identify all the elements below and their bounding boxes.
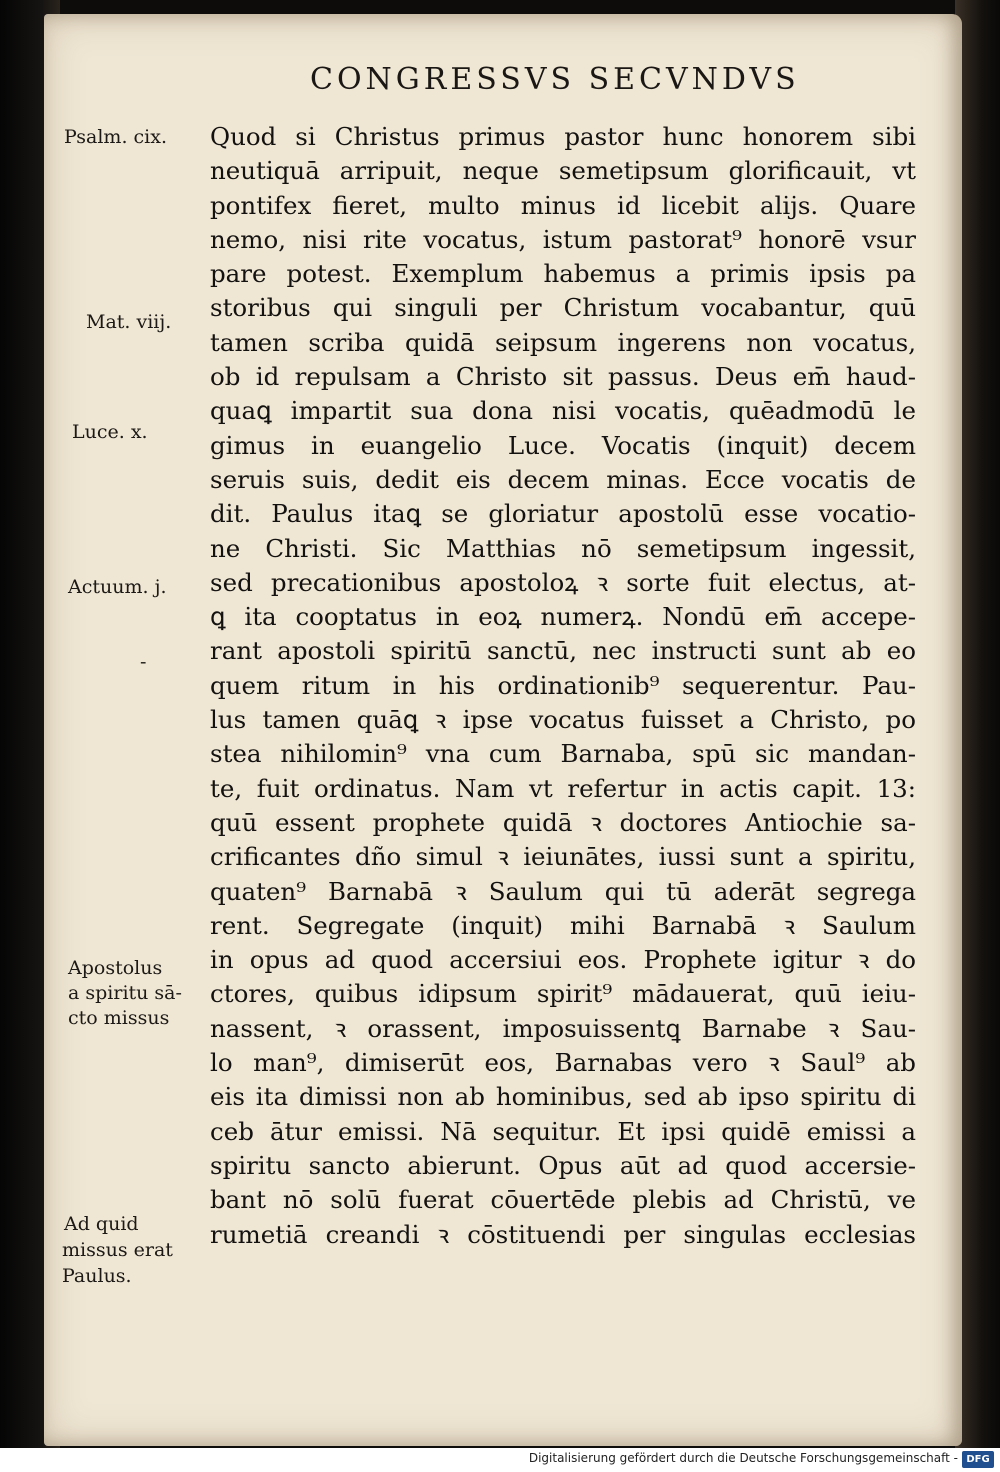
text-line: spiritu sancto abierunt. Opus aūt ad quod accersie-	[210, 1150, 916, 1180]
text-line: rent. Segregate (inquit) mihi Barnabā ꝛ Saulum	[210, 910, 916, 940]
text-line: quaꝗ impartit sua dona nisi vocatis, quēadmodū le	[210, 396, 916, 426]
margin-note: Ad quid	[64, 1213, 139, 1235]
text-line: stea nihilomin⁹ vna cum Barnaba, spū sic mandan-	[210, 739, 916, 769]
text-line: quem ritum in his ordinationib⁹ sequerentur. Pau-	[210, 670, 916, 700]
text-line: gimus in euangelio Luce. Vocatis (inquit) decem	[210, 430, 916, 460]
text-line: ꝗ ita cooptatus in eoꝝ numerꝝ. Nondū em̄ accepe-	[210, 602, 916, 632]
running-title: CONGRESSVS SECVNDVS	[310, 62, 800, 97]
margin-note: Mat. viij.	[86, 311, 172, 333]
margin-note: -	[140, 651, 147, 673]
text-line: quaten⁹ Barnabā ꝛ Saulum qui tū aderāt segrega	[210, 876, 916, 906]
text-line: sed precationibus apostoloꝝ ꝛ sorte fuit electus, at-	[210, 567, 916, 597]
text-line: nassent, ꝛ orassent, imposuissentꝗ Barnabe ꝛ Sau-	[210, 1013, 916, 1043]
margin-note: Actuum. j.	[68, 576, 167, 598]
margin-note: missus erat	[62, 1239, 173, 1261]
margin-note: a spiritu sā-	[68, 982, 182, 1004]
dfg-logo: DFG	[962, 1451, 994, 1468]
margin-note: Psalm. cix.	[64, 126, 167, 148]
text-line: dit. Paulus itaꝗ se gloriatur apostolū esse vocatio-	[210, 499, 916, 529]
text-line: bant nō solū fuerat cōuertēde plebis ad Christū, ve	[210, 1185, 916, 1215]
text-line: pontifex fieret, multo minus id licebit alijs. Quare	[210, 190, 916, 220]
text-line: pare potest. Exemplum habemus a primis ipsis pa	[210, 259, 916, 289]
text-line: crificantes dño simul ꝛ ieiunātes, iussi sunt a spiritu,	[210, 842, 916, 872]
text-line: tamen scriba quidā seipsum ingerens non vocatus,	[210, 327, 916, 357]
text-line: neutiquā arripuit, neque semetipsum glorificauit, vt	[210, 156, 916, 186]
text-line: ne Christi. Sic Matthias nō semetipsum ingessit,	[210, 533, 916, 563]
text-line: lus tamen quāꝗ ꝛ ipse vocatus fuisset a Christo, po	[210, 705, 916, 735]
text-line: ob id repulsam a Christo sit passus. Deus em̄ haud-	[210, 362, 916, 392]
footer-bar	[0, 1448, 1000, 1472]
text-line: Quod si Christus primus pastor hunc honorem sibi	[210, 122, 916, 151]
text-line: lo man⁹, dimiserūt eos, Barnabas vero ꝛ Saul⁹ ab	[210, 1048, 916, 1078]
text-line: storibus qui singuli per Christum vocabantur, quū	[210, 293, 916, 323]
margin-note: Luce. x.	[72, 421, 148, 443]
body-text-block	[210, 120, 916, 1252]
text-line: in opus ad quod accersiui eos. Prophete igitur ꝛ do	[210, 945, 916, 975]
text-line: ctores, quibus idipsum spirit⁹ mādauerat, quū ieiu-	[210, 979, 916, 1009]
text-line: quū essent prophete quidā ꝛ doctores Antiochie sa-	[210, 807, 916, 837]
margin-note: Apostolus	[68, 957, 163, 979]
text-line: nemo, nisi rite vocatus, istum pastorat⁹ honorē vsur	[210, 224, 916, 254]
text-line: rant apostoli spiritū sanctū, nec instructi sunt ab eo	[210, 636, 916, 666]
text-line: te, fuit ordinatus. Nam vt refertur in actis capit. 13:	[210, 773, 916, 803]
margin-note: Paulus.	[62, 1265, 132, 1287]
text-line: eis ita dimissi non ab hominibus, sed ab ipso spiritu di	[210, 1082, 916, 1112]
text-line: rumetiā creandi ꝛ cōstituendi per singulas ecclesias	[210, 1219, 916, 1249]
text-line: ceb ātur emissi. Nā sequitur. Et ipsi quidē emissi a	[210, 1116, 916, 1146]
funding-credit: Digitalisierung gefördert durch die Deutsche Forschungsgemeinschaft -	[528, 1451, 958, 1465]
margin-note: cto missus	[68, 1007, 170, 1029]
text-line: seruis suis, dedit eis decem minas. Ecce vocatis de	[210, 464, 916, 494]
